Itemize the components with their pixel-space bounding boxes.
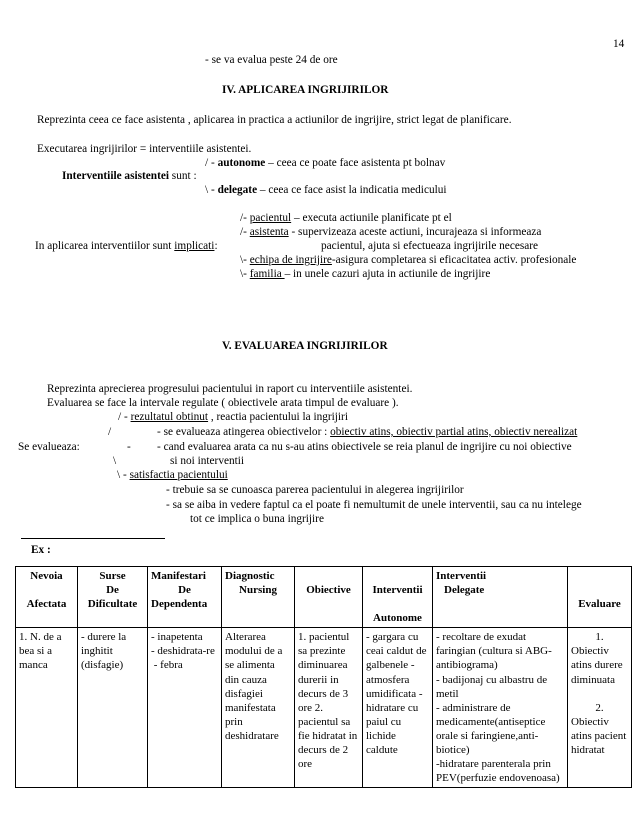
header-manifestari [148, 567, 222, 628]
echipa-term: echipa de ingrijire [249, 254, 332, 266]
implicati-continuation: pacientul, ajuta si efectueaza ingrijirile necesare [321, 240, 539, 252]
familia-line [240, 268, 490, 282]
header-delegate-line-2: Delegate [444, 584, 485, 597]
section-iv-paragraph-2: Executarea ingrijirilor = interventiile asistentei. [37, 143, 252, 155]
implicati-line [35, 240, 218, 254]
obiective-term: obiectiv atins, obiectiv partial atins, obiectiv nerealizat [330, 426, 578, 438]
cell-manifestari [148, 628, 222, 788]
familia-term: familia [249, 268, 285, 280]
header-nevoia-line-2: Afectata [26, 598, 67, 611]
header-surse [78, 567, 148, 628]
rezultat-prefix: / - [118, 411, 131, 423]
interventii-line [62, 170, 197, 184]
delegate-prefix: \ - [205, 184, 215, 196]
interventii-suffix: sunt : [168, 170, 197, 182]
familia-desc: – in unele cazuri ajuta in actiunile de ingrijire [284, 268, 491, 280]
satisfactia-prefix: \ - [117, 469, 130, 481]
implicati-term: implicati [174, 240, 215, 252]
autonome-desc: – ceea ce poate face asistenta pt bolnav [265, 157, 446, 169]
satisfactia-term: satisfactia pacientului [129, 469, 228, 481]
delegate-line [205, 184, 447, 198]
familia-prefix: \- [240, 268, 250, 280]
delegate-item: - recoltare de exudat faringian (cultura si ABG-antibiograma) [436, 631, 552, 672]
header-manif-line-2: De [178, 584, 191, 597]
delegate-term: delegate [217, 184, 258, 196]
pacient-term: pacientul [249, 212, 292, 224]
evaluare-number: 2. [595, 701, 604, 714]
se-evalueaza-label: Se evalueaza: [18, 441, 80, 453]
cell-obiective: 1. pacientul sa prezinte diminuarea durerii in decurs de 3 ore 2. pacientul sa fie hidratat in decurs de 2 ore [295, 628, 363, 788]
header-obiective [295, 567, 363, 628]
asistenta-term: asistenta [249, 226, 289, 238]
header-nevoia [16, 567, 78, 628]
header-interventii-delegate [433, 567, 568, 628]
cell-autonome: - gargara cu ceai caldut de galbenele -atmosfera umidificata -hidratare cu paiul cu lichide caldute [363, 628, 433, 788]
ex-label: Ex : [31, 544, 51, 556]
noi-interventii-line: si noi interventii [170, 455, 245, 467]
header-autonome-line-2: Autonome [373, 612, 422, 625]
obiective-text: - se evalueaza atingerea obiectivelor : [157, 426, 331, 438]
header-nevoia-line-1: Nevoia [30, 570, 63, 582]
noi-backslash: \ [113, 455, 117, 467]
asistenta-prefix: /- [240, 226, 250, 238]
header-diagnostic [222, 567, 295, 628]
header-diag-line-2: Nursing [239, 584, 277, 597]
echipa-line [240, 254, 576, 268]
header-evaluare [568, 567, 632, 628]
autonome-line [205, 157, 445, 171]
section-v-paragraph-2: Evaluarea se face la intervale regulate ( obiectivele arata timpul de evaluare ). [47, 397, 399, 409]
cell-surse: - durere la inghitit (disfagie) [78, 628, 148, 788]
delegate-item: -hidratare parenterala prin PEV(perfuzie endovenoasa) [436, 758, 560, 785]
header-evaluare-label: Evaluare [578, 598, 621, 611]
evaluare-number: 1. [595, 631, 604, 644]
manif-item: - febra [151, 659, 183, 672]
obiective-slash: / [108, 426, 112, 438]
manif-item: - deshidrata-re [151, 645, 215, 658]
pacient-line [240, 212, 452, 226]
header-surse-line-1: Surse [99, 570, 126, 582]
header-surse-line-2: De [106, 584, 119, 597]
aiba-line-2: tot ce implica o buna ingrijire [190, 513, 324, 525]
autonome-term: autonome [217, 157, 266, 169]
delegate-item: - administrare de medicamente(antiseptice orale si faringiene,anti-biotice) [436, 701, 546, 756]
cell-nevoia: 1. N. de a bea si a manca [16, 628, 78, 788]
section-v-paragraph-1: Reprezinta aprecierea progresului pacientului in raport cu interventiile asistentei. [47, 383, 413, 395]
cell-evaluare [568, 628, 632, 788]
table-header-row [16, 567, 632, 628]
section-iv-paragraph-1: Reprezinta ceea ce face asistenta , aplicarea in practica a actiunilor de ingrijire, strict legat de planificare. [37, 114, 512, 126]
page-number: 14 [613, 38, 625, 50]
evaluare-item: Obiectiv atins durere diminuata [571, 645, 623, 686]
section-v-title: V. EVALUAREA INGRIJIRILOR [222, 340, 388, 352]
rezultat-term: rezultatul obtinut [130, 411, 209, 423]
echipa-prefix: \- [240, 254, 250, 266]
trebuie-line: - trebuie sa se cunoasca parerea pacientului in alegerea ingrijirilor [166, 484, 464, 496]
rezultat-desc: , reactia pacientului la ingrijiri [208, 411, 348, 423]
asistenta-desc: - supervizeaza aceste actiuni, incurajeaza si informeaza [288, 226, 542, 238]
implicati-pre: In aplicarea interventiilor sunt [35, 240, 175, 252]
cell-delegate [433, 628, 568, 788]
delegate-desc: – ceea ce face asist la indicatia medicului [257, 184, 447, 196]
cell-diagnostic: Alterarea modului de a se alimenta din cauza disfagiei manifestata prin deshidratare [222, 628, 295, 788]
divider-line [21, 538, 165, 539]
table-row [16, 628, 632, 788]
pacient-desc: – executa actiunile planificate pt el [291, 212, 452, 224]
obiective-line [157, 426, 577, 440]
cand-line: - cand evaluarea arata ca nu s-au atins obiectivele se reia planul de ingrijire cu noi obiective [157, 441, 572, 453]
intro-line: - se va evalua peste 24 de ore [205, 54, 338, 66]
header-manif-line-1: Manifestari [151, 570, 206, 582]
interventii-label: Interventiile asistentei [62, 170, 169, 182]
section-iv-title: IV. APLICAREA INGRIJIRILOR [222, 84, 389, 96]
aiba-line-1: - sa se aiba in vedere faptul ca el poate fi nemultumit de unele interventii, sau ca nu intelege [166, 499, 582, 511]
echipa-desc: -asigura completarea si eficacitatea activ. profesionale [331, 254, 577, 266]
header-manif-line-3: Dependenta [151, 598, 208, 611]
rezultat-line [118, 411, 348, 425]
manif-item: - inapetenta [151, 631, 203, 644]
header-surse-line-3: Dificultate [87, 598, 138, 611]
header-autonome-line-1: Interventii [372, 584, 423, 597]
pacient-prefix: /- [240, 212, 250, 224]
cand-dash: - [127, 441, 131, 453]
header-delegate-line-1: Interventii [436, 570, 487, 582]
header-diag-line-1: Diagnostic [225, 570, 275, 582]
autonome-prefix: / - [205, 157, 215, 169]
asistenta-line [240, 226, 541, 240]
header-obiective-label: Obiective [306, 584, 351, 597]
implicati-post: : [214, 240, 218, 252]
delegate-item: - badijonaj cu albastru de metil [436, 673, 548, 700]
header-interventii-autonome [363, 567, 433, 628]
evaluare-item: Obiectiv atins pacient hidratat [571, 715, 627, 756]
satisfactia-line [117, 469, 228, 483]
care-plan-table [15, 566, 632, 788]
